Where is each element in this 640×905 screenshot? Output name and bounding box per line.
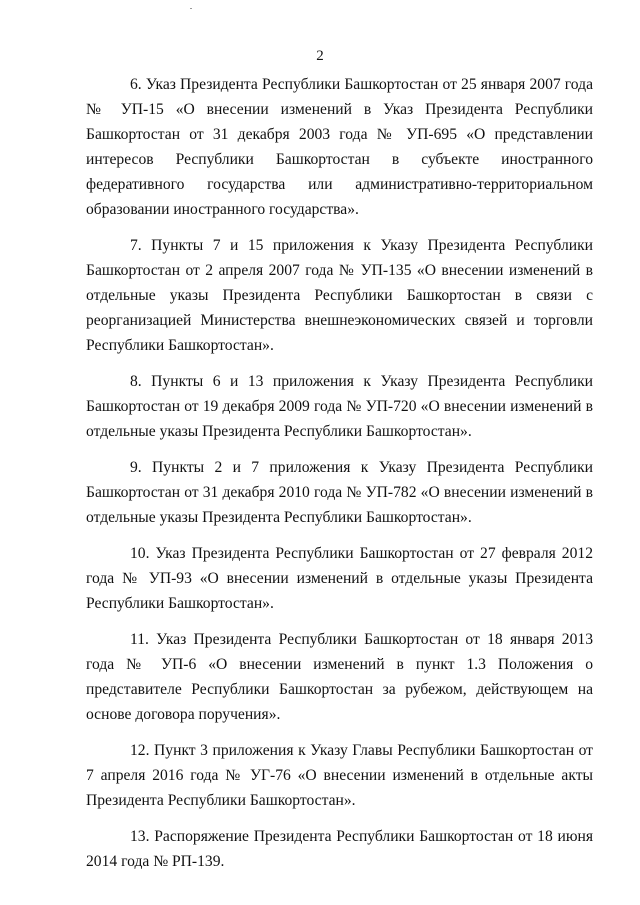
page-number: 2 — [316, 48, 324, 64]
list-item-12: 12. Пункт 3 приложения к Указу Главы Республики Башкортостан от 7 апреля 2016 года № УГ-76 «О внесении изменений в отдельные акты Президента Республики Башкортостан». — [86, 742, 593, 809]
list-item-7: 7. Пункты 7 и 15 приложения к Указу Президента Республики Башкортостан от 2 апреля 2007 года № УП-135 «О внесении изменений в отдельные указы Президента Республики Башкортостан в связи с реорганизацией Министерства внешнеэкономических связей и торговли Республики Башкортостан». — [86, 237, 593, 354]
list-item-9: 9. Пункты 2 и 7 приложения к Указу Президента Республики Башкортостан от 31 декабря 2010 года № УП-782 «О внесении изменений в отдельные указы Президента Республики Башкортостан». — [86, 459, 593, 526]
list-item-10: 10. Указ Президента Республики Башкортостан от 27 февраля 2012 года № УП-93 «О внесении изменений в отдельные указы Президента Республики Башкортостан». — [86, 545, 593, 612]
list-item-13: 13. Распоряжение Президента Республики Башкортостан от 18 июня 2014 года № РП-139. — [86, 828, 593, 870]
list-item-11: 11. Указ Президента Республики Башкортостан от 18 января 2013 года № УП-6 «О внесении изменений в пункт 1.3 Положения о представителе Республики Башкортостан за рубежом, действующем на основе договора поручения». — [86, 631, 593, 723]
list-item-8: 8. Пункты 6 и 13 приложения к Указу Президента Республики Башкортостан от 19 декабря 2009 года № УП-720 «О внесении изменений в отдельные указы Президента Республики Башкортостан». — [86, 373, 593, 440]
scan-speck — [190, 8, 192, 9]
list-item-6: 6. Указ Президента Республики Башкортостан от 25 января 2007 года № УП-15 «О внесении изменений в Указ Президента Республики Башкортостан от 31 декабря 2003 года № УП-695 «О представлении интересов Республики Башкортостан в субъекте иностранного федеративного государства или административно-территориальном образовании иностранного государства». — [86, 76, 593, 218]
document-body — [86, 72, 593, 885]
